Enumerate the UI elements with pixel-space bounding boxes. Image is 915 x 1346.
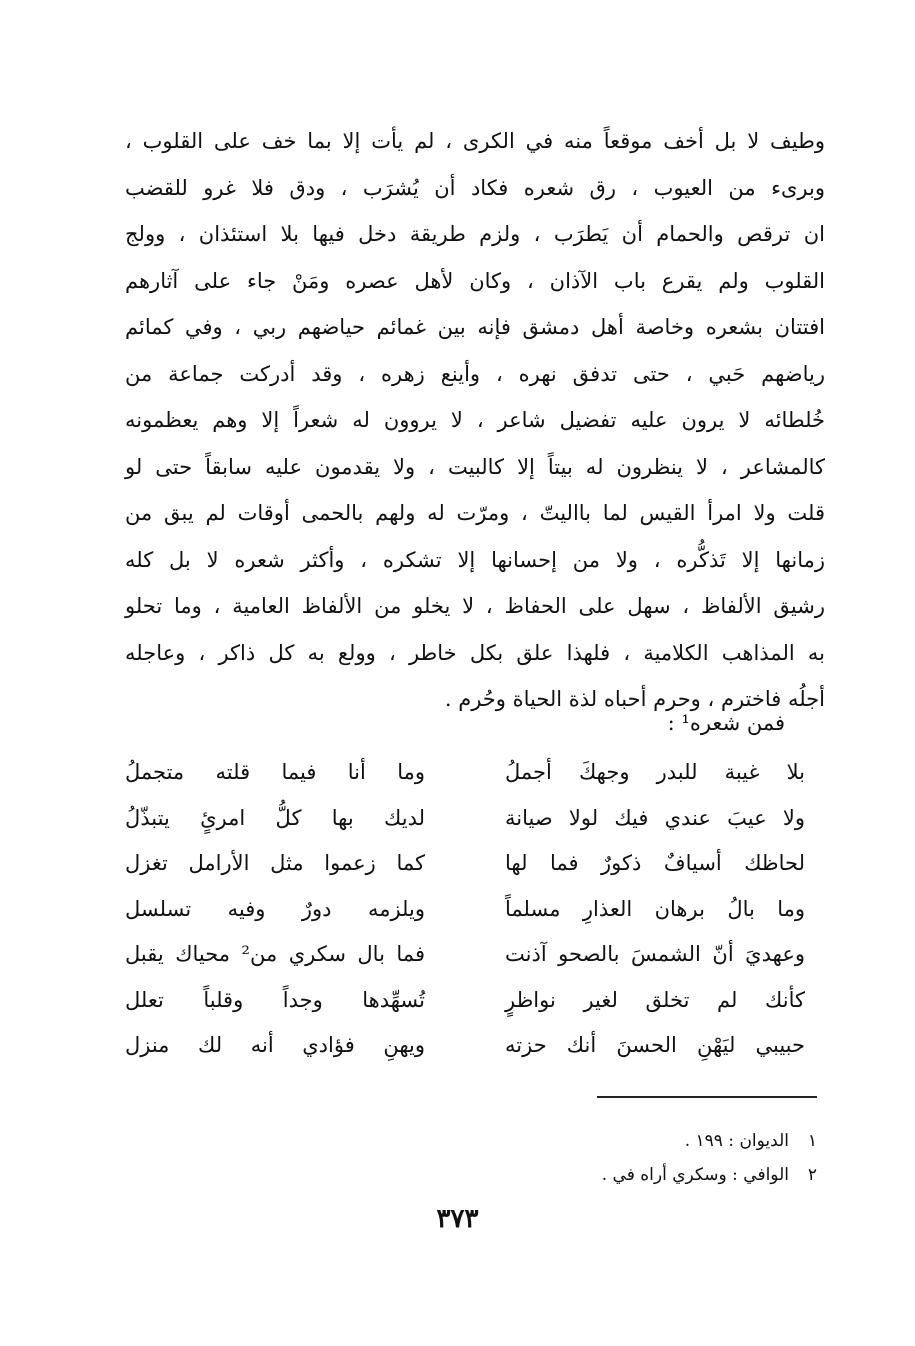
verse-second-hemistich: فما بال سكري من² محياك يقبل [125, 942, 425, 966]
poem-verse [125, 1023, 805, 1069]
verse-first-hemistich: بلا غيبة للبدر وجهكَ أجملُ [505, 760, 805, 784]
poem-verse [125, 932, 805, 978]
poem-intro: فمن شعره¹ : [667, 711, 785, 735]
footnote-text: الديوان : ١٩٩ . [684, 1131, 789, 1151]
verse-first-hemistich: ولا عيبَ عندي فيك لولا صيانة [505, 805, 805, 830]
verse-first-hemistich: كأنك لم تخلق لغير نواظرٍ [505, 987, 805, 1012]
poem-verse [125, 796, 805, 842]
verse-first-hemistich: حبيبي ليَهْنِ الحسنَ أنك حزته [505, 1033, 805, 1057]
footnote [217, 1158, 817, 1192]
verse-first-hemistich: لحاظك أسيافٌ ذكورٌ فما لها [505, 851, 805, 875]
poem-verse [125, 978, 805, 1024]
prose-line: القلوب ولم يقرع باب الآذان ، وكان لأهل عصره ومَنْ جاء على آثارهم [125, 268, 825, 293]
prose-line: خُلطائه لا يرون عليه تفضيل شاعر ، لا يروون له شعراً إلا وهم يعظمونه [125, 408, 825, 432]
page-number: ٣٧٣ [436, 1204, 479, 1234]
verse-second-hemistich: وما أنا فيما قلته متجملُ [125, 760, 425, 784]
poem-verse [125, 750, 805, 796]
prose-line: وبرىء من العيوب ، رق شعره فكاد أن يُشرَب ، ودق فلا غرو للقضب [125, 175, 825, 200]
verse-second-hemistich: كما زعموا مثل الأرامل تغزل [125, 851, 425, 875]
prose-line: أجلُه فاخترم ، وحرم أحباه لذة الحياة وحُرم . [444, 687, 825, 711]
footnote-divider [597, 1096, 817, 1098]
footnote-text: الوافي : وسكري أراه في . [601, 1165, 789, 1185]
verse-second-hemistich: لديك بها كلُّ امرئٍ يتبذّلُ [125, 805, 425, 830]
prose-line: قلت ولا امرأ القيس لما بااليتّ ، ومرّت له ولهم بالحمى أوقات لم يبق من [125, 501, 825, 525]
poem [125, 750, 805, 1069]
prose-line: زمانها إلا تَذكُّره ، ولا من إحسانها إلا تشكره ، وأكثر شعره لا بل كله [125, 547, 825, 572]
prose-line: رشيق الألفاظ ، سهل على الحفاظ ، لا يخلو من الألفاظ العامية ، وما تحلو [125, 594, 825, 618]
poem-verse [125, 841, 805, 887]
poem-verse [125, 887, 805, 933]
prose-line: ان ترقص والحمام أن يَطرَب ، ولزم طريقة دخل فيها بلا استئذان ، وولج [125, 222, 825, 246]
verse-second-hemistich: تُسهِّدها وجداً وقلباً تعلل [125, 987, 425, 1012]
verse-second-hemistich: ويهنِ فؤادي أنه لك منزل [125, 1033, 425, 1057]
prose-line: افتتان بشعره وخاصة أهل دمشق فإنه بين غمائم حياضهم ربي ، وفي كمائم [125, 315, 825, 339]
verse-second-hemistich: ويلزمه دورٌ وفيه تسلسل [125, 896, 425, 921]
prose-line: كالمشاعر ، لا ينظرون له بيتاً إلا كالبيت ، ولا يقدمون عليه سابقاً حتى لو [125, 454, 825, 479]
footnote [217, 1124, 817, 1158]
footnote-number: ٢ [807, 1165, 817, 1185]
verse-first-hemistich: وعهديَ أنّ الشمسَ بالصحو آذنت [505, 942, 805, 966]
prose-paragraph [125, 118, 825, 723]
verse-first-hemistich: وما بالُ برهان العذارِ مسلماً [505, 896, 805, 921]
footnote-number: ١ [807, 1131, 817, 1151]
footnotes [217, 1124, 817, 1192]
prose-line: رياضهم حَبي ، حتى تدفق نهره ، وأينع زهره ، وقد أدركت جماعة من [125, 361, 825, 386]
prose-line: وطيف لا بل أخف موقعاً منه في الكرى ، لم يأت إلا بما خف على القلوب ، [125, 129, 825, 153]
prose-line: به المذاهب الكلامية ، فلهذا علق بكل خاطر ، وولع به كل ذاكر ، وعاجله [125, 640, 825, 665]
